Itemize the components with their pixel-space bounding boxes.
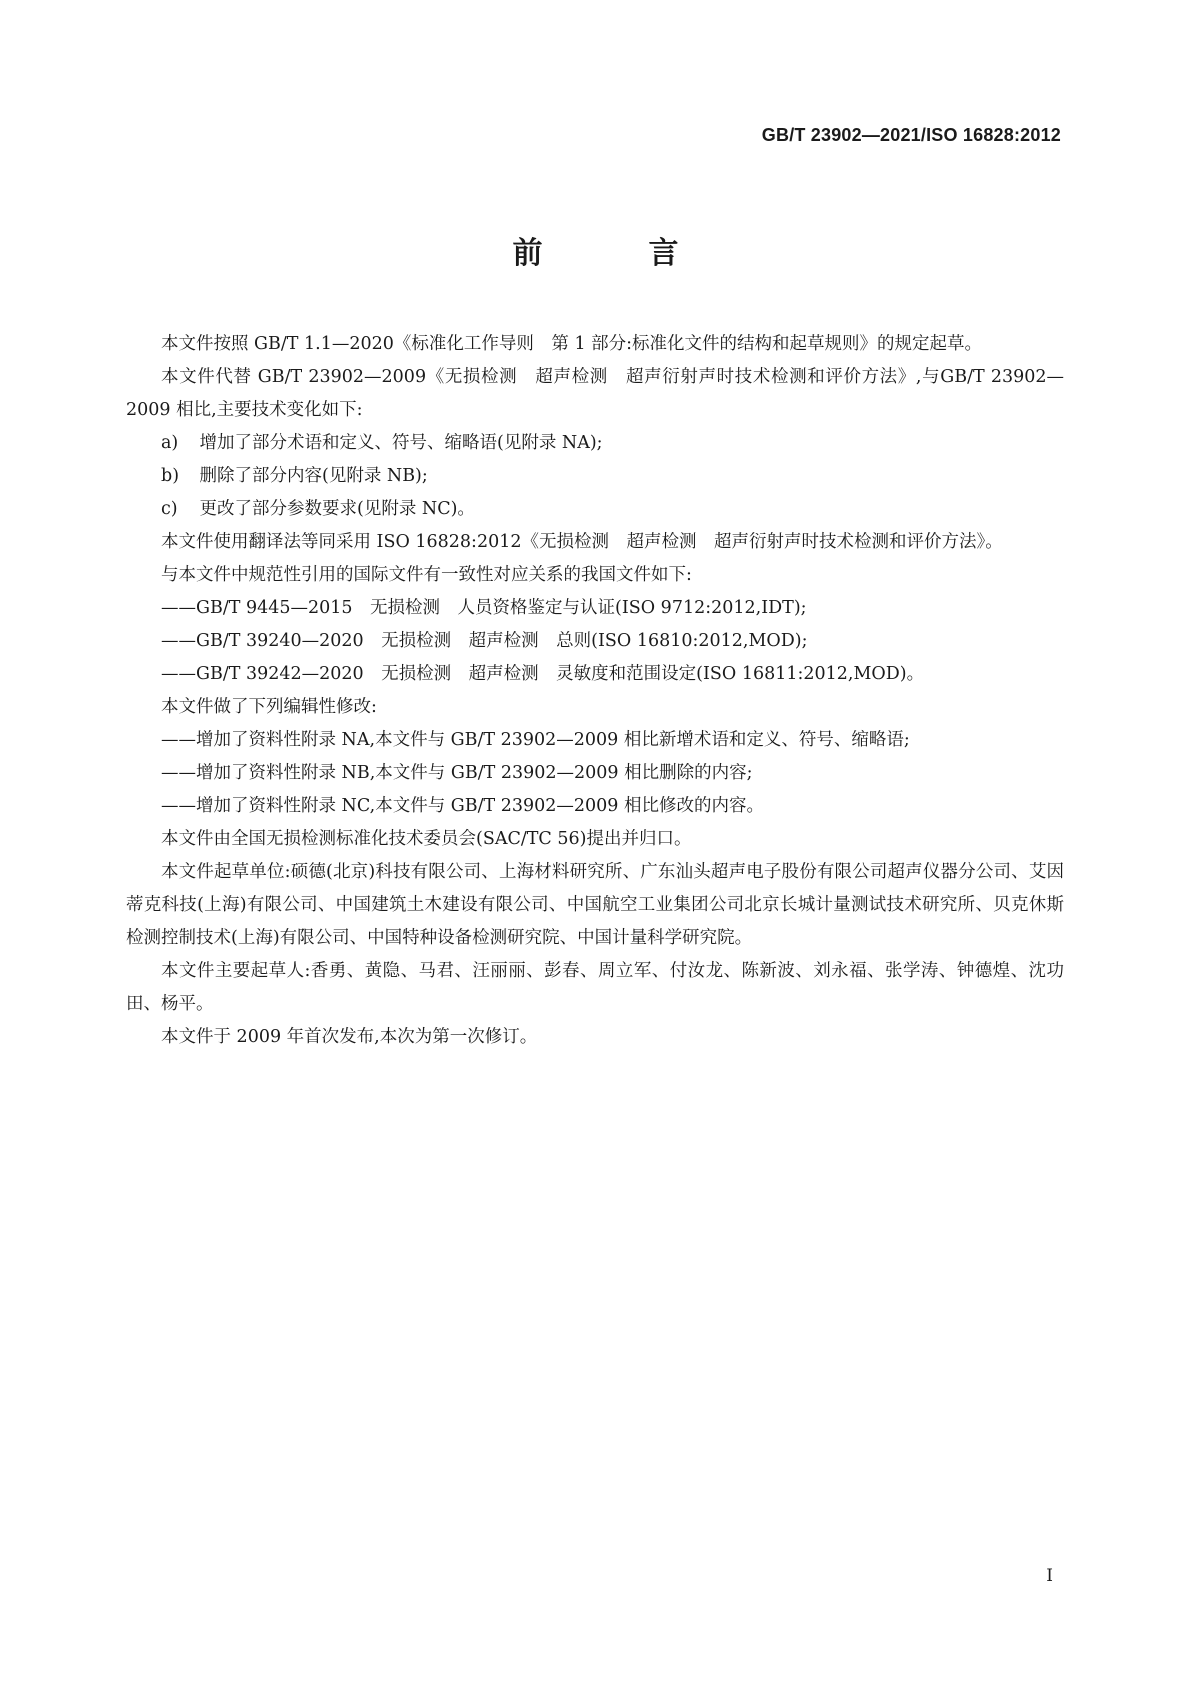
edit-item: ——增加了资料性附录 NC,本文件与 GB/T 23902—2009 相比修改的内容。 — [161, 796, 765, 816]
paragraph-history: 本文件于 2009 年首次发布,本次为第一次修订。 — [161, 1027, 538, 1047]
list-item — [126, 460, 1064, 493]
paragraph-drafting-rules: 本文件按照 GB/T 1.1—2020《标准化工作导则 第 1 部分:标准化文件的结构和起草规则》的规定起草。 — [161, 334, 983, 354]
reference-item: ——GB/T 9445—2015 无损检测 人员资格鉴定与认证(ISO 9712:2012,IDT); — [161, 598, 807, 618]
list-item — [126, 427, 1064, 460]
paragraph-drafting-units: 本文件起草单位:硕德(北京)科技有限公司、上海材料研究所、广东汕头超声电子股份有限公司超声仪器分公司、艾因蒂克科技(上海)有限公司、中国建筑土木建设有限公司、中国航空工业集团公司北京长城计量测试技术研究所、贝克休斯检测控制技术(上海)有限公司、中国特种设备检测研究院、中国计量科学研究院。 — [126, 862, 1064, 948]
paragraph-references-intro: 与本文件中规范性引用的国际文件有一致性对应关系的我国文件如下: — [161, 565, 692, 585]
page-title: 前 言 — [512, 236, 717, 271]
paragraph-committee: 本文件由全国无损检测标准化技术委员会(SAC/TC 56)提出并归口。 — [161, 829, 692, 849]
paragraph-adoption: 本文件使用翻译法等同采用 ISO 16828:2012《无损检测 超声检测 超声衍射声时技术检测和评价方法》。 — [161, 532, 1003, 552]
list-item-marker: b) — [161, 466, 180, 486]
edit-item: ——增加了资料性附录 NA,本文件与 GB/T 23902—2009 相比新增术语和定义、符号、缩略语; — [161, 730, 910, 750]
preface-body — [126, 328, 1064, 1054]
standard-code: GB/T 23902—2021/ISO 16828:2012 — [761, 125, 1061, 145]
list-item-text: 更改了部分参数要求(见附录 NC)。 — [199, 499, 475, 519]
paragraph-replacement: 本文件代替 GB/T 23902—2009《无损检测 超声检测 超声衍射声时技术检测和评价方法》,与GB/T 23902—2009 相比,主要技术变化如下: — [126, 367, 1064, 420]
list-item-text: 删除了部分内容(见附录 NB); — [199, 466, 428, 486]
page-number: I — [1046, 1566, 1053, 1586]
reference-item: ——GB/T 39242—2020 无损检测 超声检测 灵敏度和范围设定(ISO 16811:2012,MOD)。 — [161, 664, 925, 684]
paragraph-drafters: 本文件主要起草人:香勇、黄隐、马君、汪丽丽、彭春、周立军、付汝龙、陈新波、刘永福、张学涛、钟德煌、沈功田、杨平。 — [126, 961, 1064, 1014]
paragraph-edits-intro: 本文件做了下列编辑性修改: — [161, 697, 377, 717]
list-item — [126, 493, 1064, 526]
list-item-marker: c) — [161, 499, 178, 519]
edit-item: ——增加了资料性附录 NB,本文件与 GB/T 23902—2009 相比删除的内容; — [161, 763, 753, 783]
list-item-text: 增加了部分术语和定义、符号、缩略语(见附录 NA); — [199, 433, 603, 453]
list-item-marker: a) — [161, 433, 179, 453]
reference-item: ——GB/T 39240—2020 无损检测 超声检测 总则(ISO 16810:2012,MOD); — [161, 631, 808, 651]
